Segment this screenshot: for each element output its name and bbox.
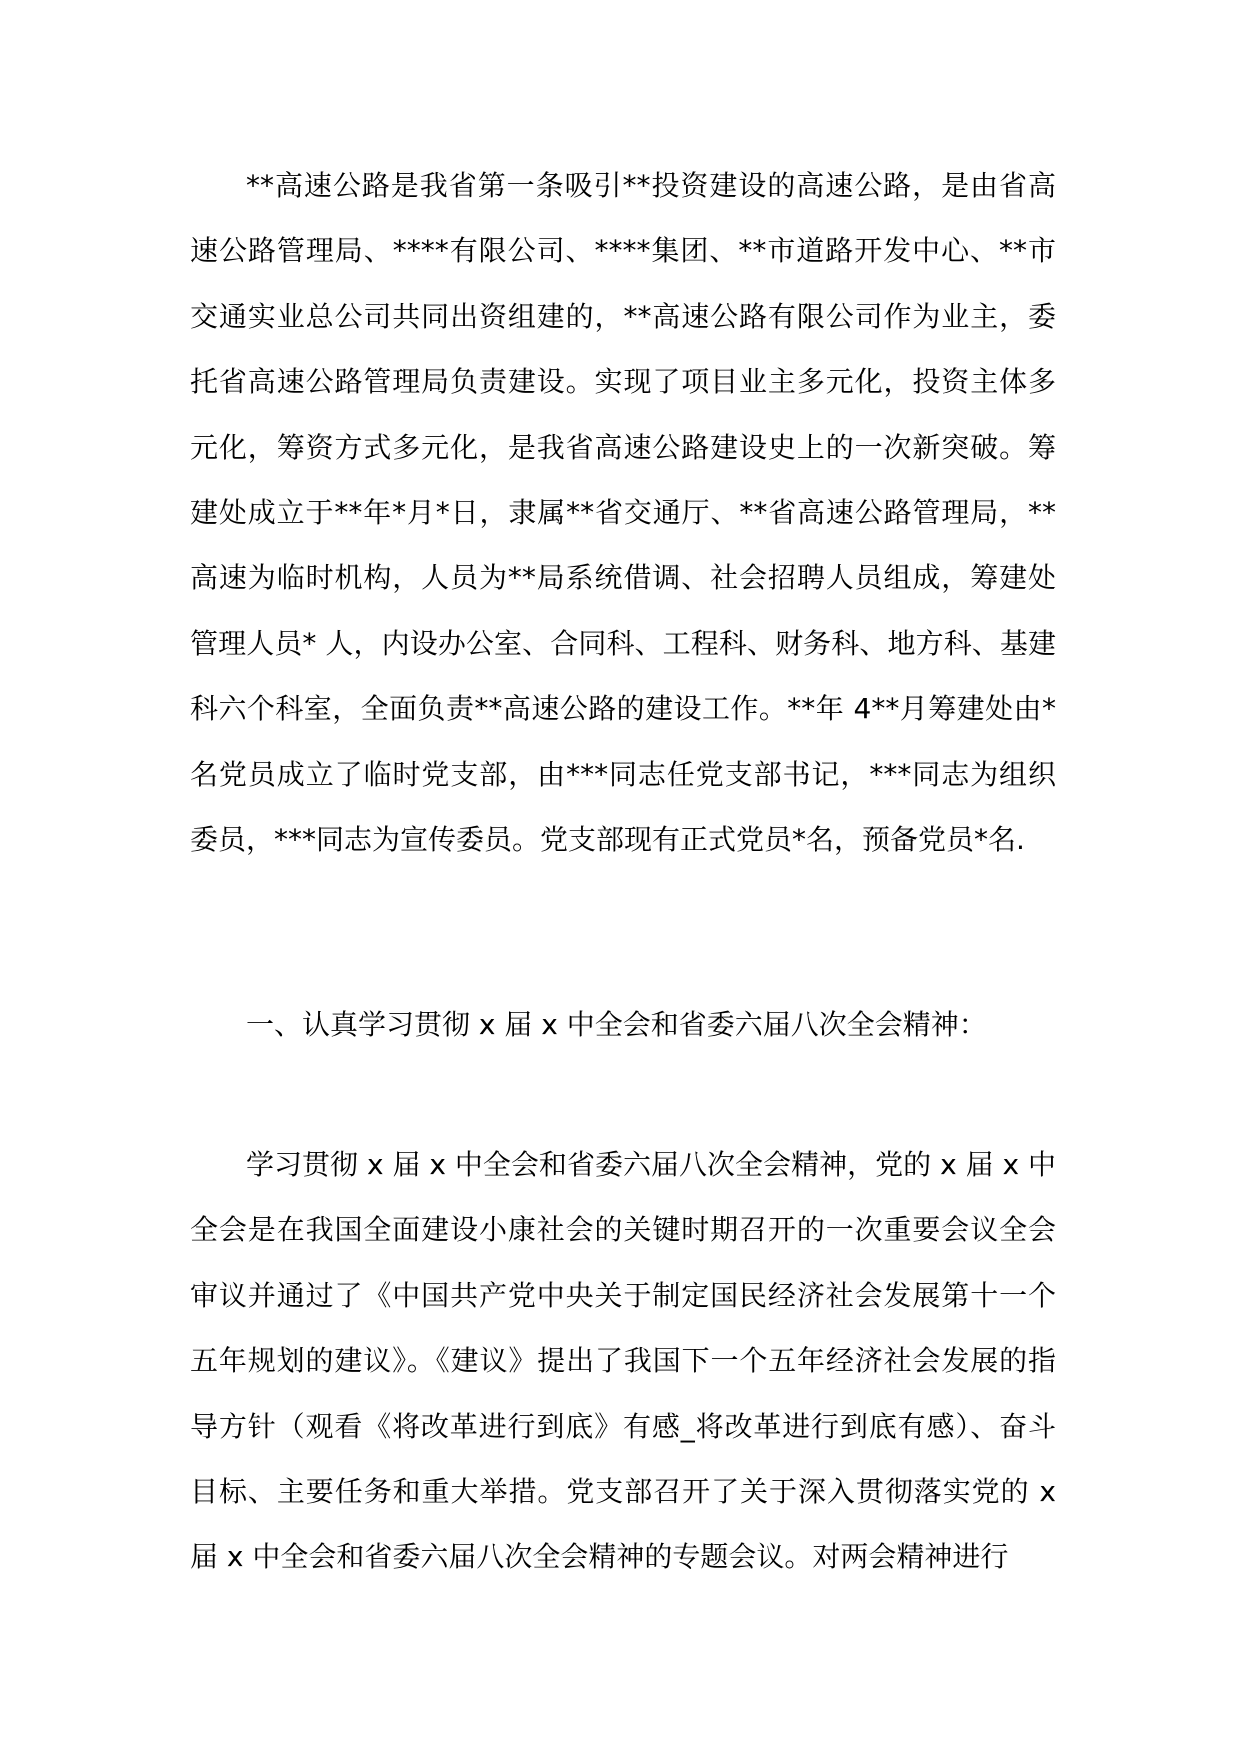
section-heading-1: 一、认真学习贯彻 x 届 x 中全会和省委六届八次全会精神：	[246, 1008, 987, 1041]
body-paragraph-section-1: 学习贯彻 x 届 x 中全会和省委六届八次全会精神，党的 x 届 x 中全会是在我国全面建设小康社会的关键时期召开的一次重要会议全会审议并通过了《中国共产党中央关于制定国民经济社会发展第十一个五年规划的建议》。《建议》提出了我国下一个五年经济社会发展的指导方针（观看《将改革进行到底》有感_将改革进行到底有感）、奋斗目标、主要任务和重大举措。党支部召开了关于深入贯彻落实党的 x 届 x 中全会和省委六届八次全会精神的专题会议。对两会精神进行	[190, 1148, 1056, 1574]
body-paragraph-intro: **高速公路是我省第一条吸引**投资建设的高速公路，是由省高速公路管理局、****有限公司、****集团、**市道路开发中心、**市交通实业总公司共同出资组建的，**高速公路有限公司作为业主，委托省高速公路管理局负责建设。实现了项目业主多元化，投资主体多元化，筹资方式多元化，是我省高速公路建设史上的一次新突破。筹建处成立于**年*月*日，隶属**省交通厅、**省高速公路管理局，**高速为临时机构，人员为**局系统借调、社会招聘人员组成，筹建处管理人员* 人，内设办公室、合同科、工程科、财务科、地方科、基建科六个科室，全面负责**高速公路的建设工作。**年 4**月筹建处由*名党员成立了临时党支部，由***同志任党支部书记，***同志为组织委员，***同志为宣传委员。党支部现有正式党员*名，预备党员*名.	[190, 169, 1056, 857]
